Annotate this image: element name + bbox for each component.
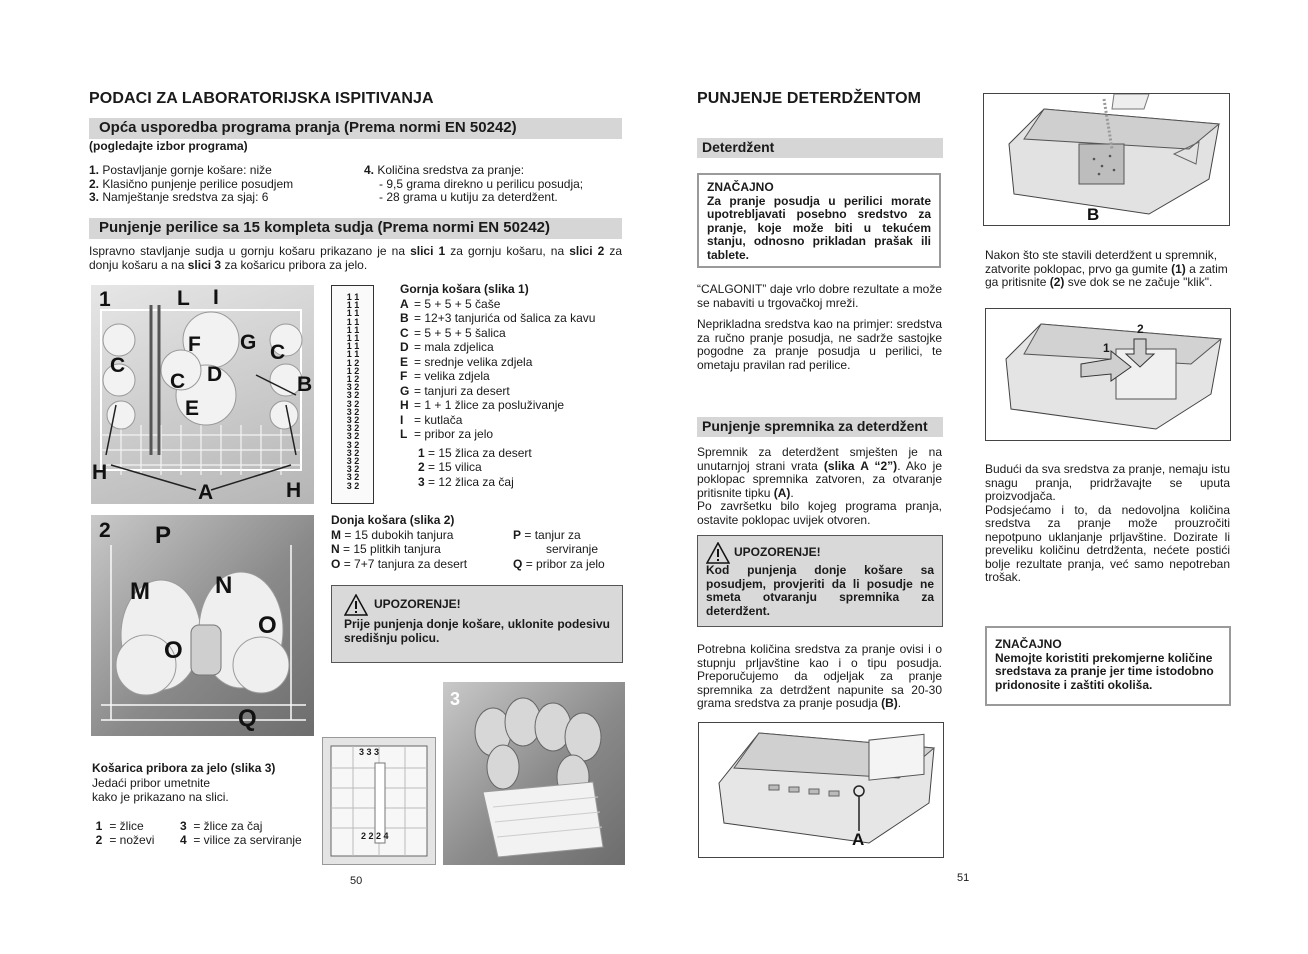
cutlery-grid-diagram [322,737,436,865]
warning-box-lower-basket [331,585,623,663]
strip-number: 1 1 [346,324,360,335]
figure-2-lower-basket-photo [91,515,314,736]
para-text: a zatim ga pritisnite [985,261,1228,289]
upper-basket-subitems [400,446,625,490]
list-text: Namještanje sredstva za sjaj: 6 [102,190,269,204]
list-num: 2. [89,176,100,191]
quantity-paragraph [697,643,942,711]
strip-number: 3 2 [346,472,360,483]
upper-basket-title: Gornja košara (slika 1) [400,282,529,296]
lower-basket-illustration [91,515,314,736]
fig1-label: F [188,333,201,356]
legend-value: = 15 žlica za desert [428,445,532,460]
calgonit-paragraph: “CALGONIT” daje vrlo dobre rezultate a može se nabaviti u trgovačkoj mreži. [697,282,942,310]
legend-value: = 1 + 1 žlice za posluživanje [414,398,565,412]
legend-key: 3 [180,818,187,833]
warning-icon [706,542,730,564]
legend-row [418,460,625,475]
warning-title: UPOZORENJE! [734,545,821,560]
fig1-label: E [185,397,200,420]
fig2-label: O [164,637,183,664]
dispenser-closing-drawing [986,309,1230,440]
legend-row [400,326,625,341]
intro-text: za košaricu pribora za jelo. [221,257,368,272]
legend-key: D [400,340,409,354]
strip-number: 1 1 [346,316,360,327]
closing-lid-paragraph [985,249,1229,290]
strip-number: 1 1 [346,300,360,311]
figure-1-upper-basket-photo [91,285,314,504]
strip-number: 3 2 [346,415,360,426]
warning-text: Kod punjenja donje košare sa posudjem, provjeriti da li posudje ne smeta otvaranju spremnika za deterdžent. [706,563,934,618]
strip-number: 3 2 [346,447,360,458]
strip-numbers [344,293,362,490]
legend-key: L [400,427,408,441]
strip-number: 3 2 [346,382,360,393]
legend-key: 3 [418,474,425,489]
legend-value: = žlice [109,818,144,833]
loading-intro [89,245,622,272]
intro-ref: slici 2 [569,244,605,258]
important-box-environment [985,626,1231,706]
legend-key: 4 [180,833,187,847]
strip-number: 3 2 [346,423,360,434]
legend-row [400,384,625,399]
dispenser-b-drawing [984,94,1229,225]
legend-key: 1 [418,445,425,460]
list-subitem: - 28 grama u kutiju za deterdžent. [379,190,558,204]
legend-value: = 12+3 tanjurića od šalica za kavu [414,311,596,325]
figure-3-number: 3 [450,689,461,709]
legend-value: = 15 plitkih tanjura [343,542,441,556]
important-text: Nemojte koristiti prekomjerne količine sredstava za pranje jer time istodobno pridonosite i zaštiti okoliša. [995,650,1214,692]
strip-number: 1 1 [346,341,360,352]
strip-number: 3 2 [346,390,360,401]
para-ref: (A) [773,485,791,500]
figure-1-number: 1 [99,288,111,311]
legend-key: N [331,542,340,556]
intro-text: za gornju košaru, na [445,244,570,258]
cutlery-text: kako je prikazano na slici. [92,790,229,804]
cutlery-basket-illustration [443,682,625,865]
legend-value: = srednje velika zdjela [414,354,533,369]
legend-value: = tanjuri za desert [414,383,510,398]
fig2-label: N [215,572,233,599]
legend-key: C [400,325,409,340]
fig1-label: I [213,286,219,309]
strip-number: 1 1 [346,333,360,344]
legend-key: 1 [95,818,103,833]
lower-basket-legend [331,513,626,571]
legend-value: serviranje [546,542,599,556]
legend-value: = mala zdjelica [414,340,494,354]
settings-list-right [364,164,624,205]
legend-key: A [400,296,409,311]
legend-value: = pribor za jelo [414,427,494,441]
strip-number: 1 1 [346,349,360,360]
fig1-label: C [110,354,126,377]
legend-value: = tanjur za [524,527,581,542]
legend-key: 2 [95,833,103,847]
legend-value: = vilice za serviranje [193,833,302,847]
legend-value: = noževi [109,833,155,847]
legend-row [400,340,625,355]
fig2-label: Q [238,705,257,732]
strip-number: 3 2 [346,464,360,475]
important-title: ZNAČAJNO [707,180,774,194]
para-text: Podsjećamo i to, da nedovoljna količina sredstva za pranje može prouzročiti nepotpuno uklanjanje prljavštine. Dozirate li preveliku količinu detrdženta, nećete postići bolje rezultate pranja, već samo nepotreban trošak. [985,502,1230,584]
strip-number: 1 2 [346,374,360,385]
legend-key: E [400,354,409,369]
legend-value: = 7+7 tanjura za desert [343,556,468,571]
fig2-label: P [155,522,172,549]
important-text: Za pranje posudja u perilici morate upotrebljavati posebno sredstvo za pranje, koje može biti u tekućem stanju, odnosno prikladan prašak ili tablete. [707,193,931,262]
legend-value: = pribor za jelo [525,556,605,571]
fig2-label: O [258,612,277,639]
strip-number: 3 2 [346,398,360,409]
arrow-label-2: 2 [1137,322,1144,336]
strip-number: 3 2 [346,431,360,442]
legend-row [400,427,625,442]
fig1-label: G [240,331,257,354]
list-text: Postavljanje gornje košare: niže [102,163,272,177]
fig1-label: H [92,461,108,484]
cutlery-text: Jedaći pribor umetnite [92,775,211,790]
intro-text: Ispravno stavljanje sudja u gornju košaru prikazano je na [89,244,411,258]
fig1-label: C [170,370,186,393]
strip-number: 1 2 [346,365,360,376]
legend-value: = 15 vilica [428,460,482,474]
figure-b-filling-illustration [983,93,1230,226]
fig1-label: C [270,341,286,364]
para-text: Budući da sva sredstva za pranje, nemaju istu snagu pranja, pridržavajte se uputa proizvodjača. [985,462,1230,503]
intro-text: za donju košaru a na [89,244,623,272]
legend-row [400,355,625,370]
legend-key: M [331,527,341,542]
figure-2-number: 2 [99,519,111,542]
para-ref: (B) [881,696,898,710]
para-text: Spremnik za deterdžent smješten je na unutarnjoj strani vrata [697,445,942,473]
list-text: Količina sredstva za pranje: [377,163,525,177]
legend-row [400,311,625,326]
warning-icon [344,594,368,616]
figure-closing-lid-illustration [985,308,1231,441]
grid-top-numbers: 3 3 3 [359,747,380,757]
legend-value: = 12 žlica za čaj [428,474,514,489]
arrow-label-1: 1 [1103,341,1110,355]
page-number-left: 50 [350,875,363,887]
legend-value: = 5 + 5 + 5 čaše [414,296,501,311]
list-subitem: - 9,5 grama direkno u perilicu posudja; [379,176,584,191]
para-ref: (slika A “2”) [823,458,898,473]
legend-key: P [513,527,522,542]
para-ref: (1) [1171,261,1186,276]
fig1-label: L [177,287,190,310]
legend-value: = kutlača [414,412,463,427]
upper-basket-legend [400,282,625,489]
right-page-title: PUNJENJE DETERDŽENTOM [697,90,922,107]
legend-key: B [400,311,409,325]
list-num: 3. [89,190,100,204]
strip-number: 1 1 [346,292,360,302]
legend-value: = 15 dubokih tanjura [344,527,454,542]
settings-list-left [89,164,359,205]
para-text: . [897,696,902,710]
para-text: Nakon što ste stavili deterdžent u spremnik, zatvorite poklopac, prvo ga gumite [985,248,1218,276]
legend-row [418,446,625,461]
legend-value: = velika zdjela [414,369,490,383]
fig1-label: B [297,373,313,396]
section-bar-dispenser: Punjenje spremnika za deterdžent [697,417,943,437]
strip-number: 3 2 [346,456,360,467]
strip-number: 1 1 [346,308,360,319]
unsuitable-agents-paragraph: Neprikladna sredstva kao na primjer: sredstva za ručno pranje posudja, ne sadrže sastojke pogodne za pranje posudja u perilici, te ometaju pravilan rad perilice. [697,317,942,372]
list-num: 4. [364,163,375,177]
fig1-label: A [198,481,214,504]
figure-a-label: A [852,830,865,849]
dispenser-a-drawing [699,723,943,857]
dispenser-paragraph [697,446,942,527]
para-ref: (2) [1049,275,1065,289]
section-bar-loading: Punjenje perilice sa 15 kompleta sudja (Prema normi EN 50242) [89,218,622,239]
fig1-label: H [286,479,302,502]
strip-number: 3 2 [346,480,360,491]
strip-number: 3 2 [346,406,360,417]
upper-basket-items [400,297,625,442]
para-text: . [790,485,794,500]
section-bar-program-comparison: Opća usporedba programa pranja (Prema normi EN 50242) [89,118,622,139]
legend-row [400,398,625,413]
list-text: Klasično punjenje perilice posudjem [102,176,294,191]
fig2-label: M [130,578,150,605]
legend-key: F [400,369,408,383]
intro-ref: slici 1 [410,244,446,258]
list-num: 1. [89,163,100,177]
legend-value: = 5 + 5 + 5 šalica [414,325,506,340]
legend-key: Q [513,556,523,571]
warning-text: Prije punjenja donje košare, uklonite podesivu središnju policu. [344,617,610,645]
legend-value: = žlice za čaj [193,818,263,833]
cutlery-title: Košarica pribora za jelo (slika 3) [92,761,276,775]
legend-row [400,413,625,428]
figure-b-label: B [1087,205,1100,224]
legend-key: G [400,383,410,398]
lower-basket-title: Donja košara (slika 2) [331,513,455,527]
legend-key: I [400,412,404,427]
warning-title: UPOZORENJE! [374,597,461,612]
legend-key: H [400,398,409,412]
upper-basket-illustration [91,285,314,504]
para-text: Po završetku bilo kojeg programa pranja, ostavite poklopac uvijek otvoren. [697,499,942,527]
left-page-title: PODACI ZA LABORATORIJSKA ISPITIVANJA [89,90,434,107]
cutlery-strip-diagram [331,285,374,504]
strip-number: 1 2 [346,357,360,368]
manufacturer-paragraph [985,463,1230,585]
section-subtitle: (pogledajte izbor programa) [89,139,248,153]
legend-row [400,297,625,312]
fig1-label: D [207,363,223,386]
figure-a-dispenser-illustration [698,722,944,858]
important-title: ZNAČAJNO [995,637,1062,651]
para-text: . Ako je poklopac spremnika zatvoren, za otvaranje pritisnite tipku [697,458,943,500]
section-bar-detergent: Deterdžent [697,138,943,158]
intro-ref: slici 3 [187,257,222,272]
grid-bottom-numbers: 2 2 2 4 [361,831,389,841]
figure-3-cutlery-basket-photo [443,682,625,865]
para-text: sve dok se ne začuje "klik". [1064,275,1213,289]
warning-box-dispenser [697,535,943,627]
cutlery-basket-section [92,761,322,848]
page-number-right: 51 [957,872,970,884]
strip-number: 3 2 [346,439,360,450]
legend-key: 2 [418,460,425,474]
para-text: Potrebna količina sredstva za pranje ovisi i o stupnju prljavštine kao i o tipu posudja. Preporučujemo da odjeljak za pranje spremnika za detrdžent napunite sa 20-30 grama sredstva za pranje posudja [697,642,942,710]
legend-row [418,475,625,490]
important-box-detergent [697,173,941,268]
legend-row [400,369,625,384]
legend-key: O [331,556,341,571]
